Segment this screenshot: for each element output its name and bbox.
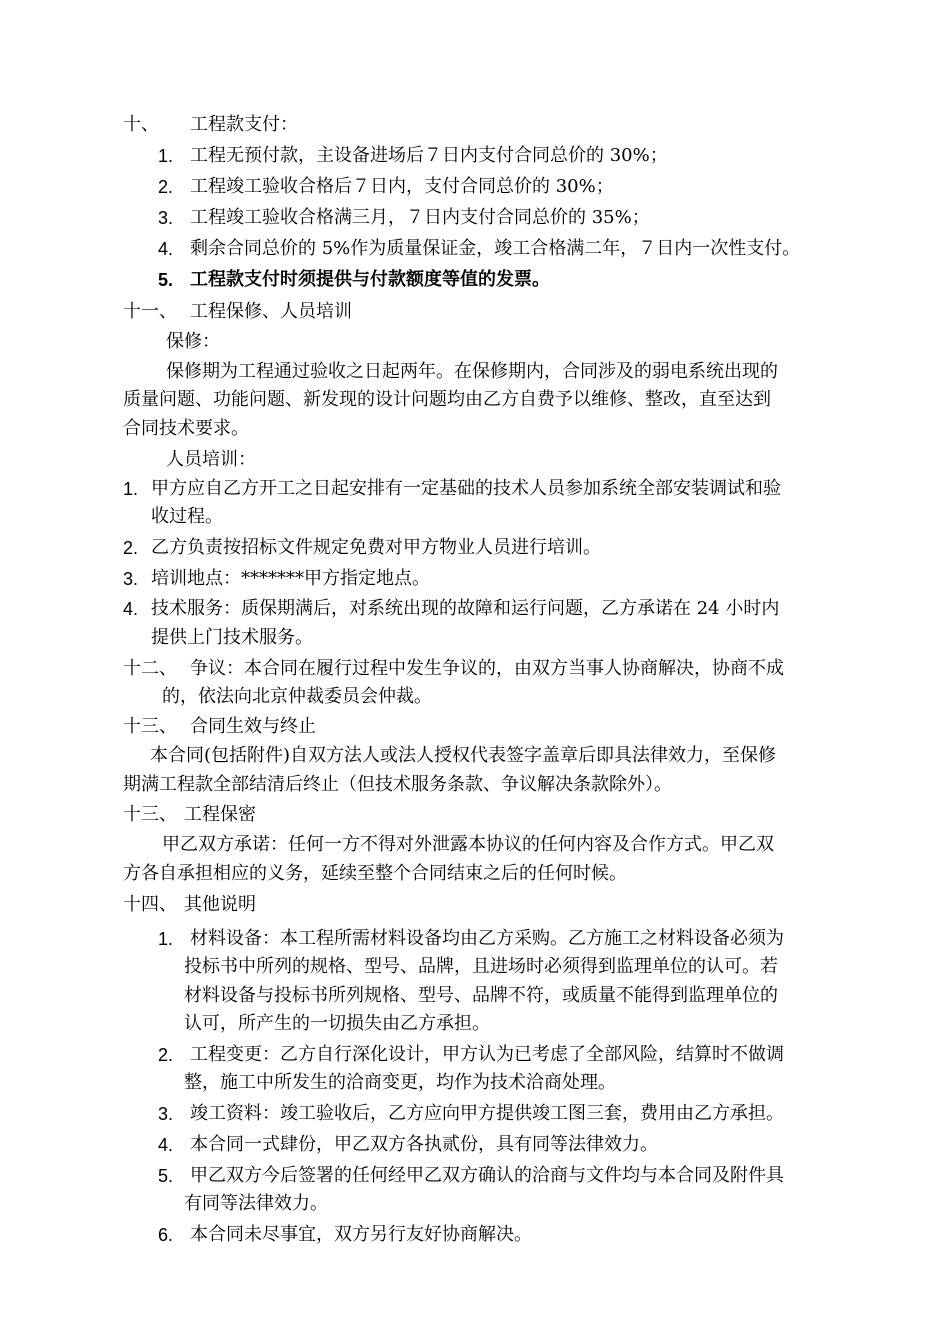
- training-item-3-line-1: 培训地点：*******甲方指定地点。: [151, 568, 430, 589]
- sec14-item-2-line-2: 整，施工中所发生的洽商变更，均作为技术洽商处理。: [184, 1072, 616, 1093]
- section-12-line-2: 的，依法向北京仲裁委员会仲裁。: [162, 686, 432, 707]
- sec14-item-1-number: 1.: [158, 929, 174, 949]
- training-item-4-number: 4.: [123, 599, 139, 619]
- sec10-item-5-number: 5.: [158, 270, 174, 290]
- sec14-item-6-line-1: 本合同未尽事宜，双方另行友好协商解决。: [190, 1224, 532, 1245]
- sec14-item-5-number: 5.: [158, 1166, 174, 1186]
- sec10-item-5-text: 工程款支付时须提供与付款额度等值的发票。: [190, 269, 550, 290]
- sec10-item-1-text: 工程无预付款，主设备进场后７日内支付合同总价的 30%；: [190, 145, 668, 166]
- sec14-item-5-line-1: 甲乙双方今后签署的任何经甲乙双方确认的洽商与文件均与本合同及附件具: [190, 1165, 784, 1186]
- sec10-item-3-text: 工程竣工验收合格满三月，７日内支付合同总价的 35%；: [190, 207, 650, 228]
- warranty-line-1: 保修期为工程通过验收之日起两年。在保修期内，合同涉及的弱电系统出现的: [166, 361, 778, 382]
- section-11-number: 十一、: [123, 301, 177, 322]
- training-label: 人员培训：: [166, 449, 256, 470]
- training-item-4-line-2: 提供上门技术服务。: [151, 627, 313, 648]
- sec10-item-3-number: 3.: [158, 208, 174, 228]
- section-10-number: 十、: [123, 114, 159, 135]
- training-item-1-number: 1.: [123, 479, 139, 499]
- section-13b-number: 十三、: [123, 804, 177, 825]
- section-12-number: 十二、: [123, 658, 177, 679]
- warranty-label: 保修：: [166, 331, 220, 352]
- sec10-item-4-number: 4.: [158, 239, 174, 259]
- sec14-item-3-line-1: 竣工资料：竣工验收后，乙方应向甲方提供竣工图三套，费用由乙方承担。: [190, 1103, 784, 1124]
- sec14-item-1-line-2: 投标书中所列的规格、型号、品牌，且进场时必须得到监理单位的认可。若: [184, 956, 778, 977]
- sec10-item-2-text: 工程竣工验收合格后７日内，支付合同总价的 30%；: [190, 176, 614, 197]
- training-item-2-number: 2.: [123, 538, 139, 558]
- training-item-3-number: 3.: [123, 569, 139, 589]
- training-item-2-line-1: 乙方负责按招标文件规定免费对甲方物业人员进行培训。: [151, 537, 601, 558]
- section-13a-title: 合同生效与终止: [190, 716, 316, 737]
- sec14-item-2-number: 2.: [158, 1045, 174, 1065]
- sec14-item-1-line-4: 认可，所产生的一切损失由乙方承担。: [184, 1013, 490, 1034]
- section-14-title: 其他说明: [184, 894, 256, 915]
- training-item-1-line-1: 甲方应自乙方开工之日起安排有一定基础的技术人员参加系统全部安装调试和验: [151, 478, 781, 499]
- training-item-4-line-1: 技术服务：质保期满后，对系统出现的故障和运行问题，乙方承诺在 24 小时内: [151, 598, 780, 619]
- sec14-item-5-line-2: 有同等法律效力。: [184, 1193, 328, 1214]
- sec14-item-3-number: 3.: [158, 1104, 174, 1124]
- sec14-item-2-line-1: 工程变更：乙方自行深化设计，甲方认为已考虑了全部风险，结算时不做调: [190, 1044, 784, 1065]
- section-14-number: 十四、: [123, 894, 177, 915]
- warranty-line-2: 质量问题、功能问题、新发现的设计问题均由乙方自费予以维修、整改，直至达到: [123, 389, 771, 410]
- sec14-item-4-line-1: 本合同一式肆份，甲乙双方各执贰份，具有同等法律效力。: [190, 1134, 658, 1155]
- sec14-item-6-number: 6.: [158, 1225, 174, 1245]
- training-item-1-line-2: 收过程。: [151, 506, 223, 527]
- sec10-item-1-number: 1.: [158, 146, 174, 166]
- warranty-line-3: 合同技术要求。: [123, 418, 249, 439]
- sec14-item-1-line-3: 材料设备与投标书所列规格、型号、品牌不符，或质量不能得到监理单位的: [184, 985, 778, 1006]
- section-13a-line-1: 本合同(包括附件)自双方法人或法人授权代表签字盖章后即具法律效力，至保修: [150, 745, 777, 766]
- section-13b-title: 工程保密: [184, 804, 256, 825]
- sec10-item-4-text: 剩余合同总价的 5%作为质量保证金，竣工合格满二年，７日内一次性支付。: [190, 238, 801, 259]
- section-12-line-1: 争议：本合同在履行过程中发生争议的，由双方当事人协商解决，协商不成: [190, 658, 784, 679]
- section-13b-line-2: 方各自承担相应的义务，延续至整个合同结束之后的任何时候。: [123, 863, 627, 884]
- sec14-item-1-line-1: 材料设备：本工程所需材料设备均由乙方采购。乙方施工之材料设备必须为: [190, 928, 784, 949]
- section-10-title: 工程款支付：: [190, 114, 298, 135]
- section-13b-line-1: 甲乙双方承诺：任何一方不得对外泄露本协议的任何内容及合作方式。甲乙双: [162, 834, 774, 855]
- sec10-item-2-number: 2.: [158, 177, 174, 197]
- section-11-title: 工程保修、人员培训: [190, 301, 352, 322]
- sec14-item-4-number: 4.: [158, 1135, 174, 1155]
- section-13a-number: 十三、: [123, 716, 177, 737]
- section-13a-line-2: 期满工程款全部结清后终止（但技术服务条款、争议解决条款除外）。: [123, 774, 672, 795]
